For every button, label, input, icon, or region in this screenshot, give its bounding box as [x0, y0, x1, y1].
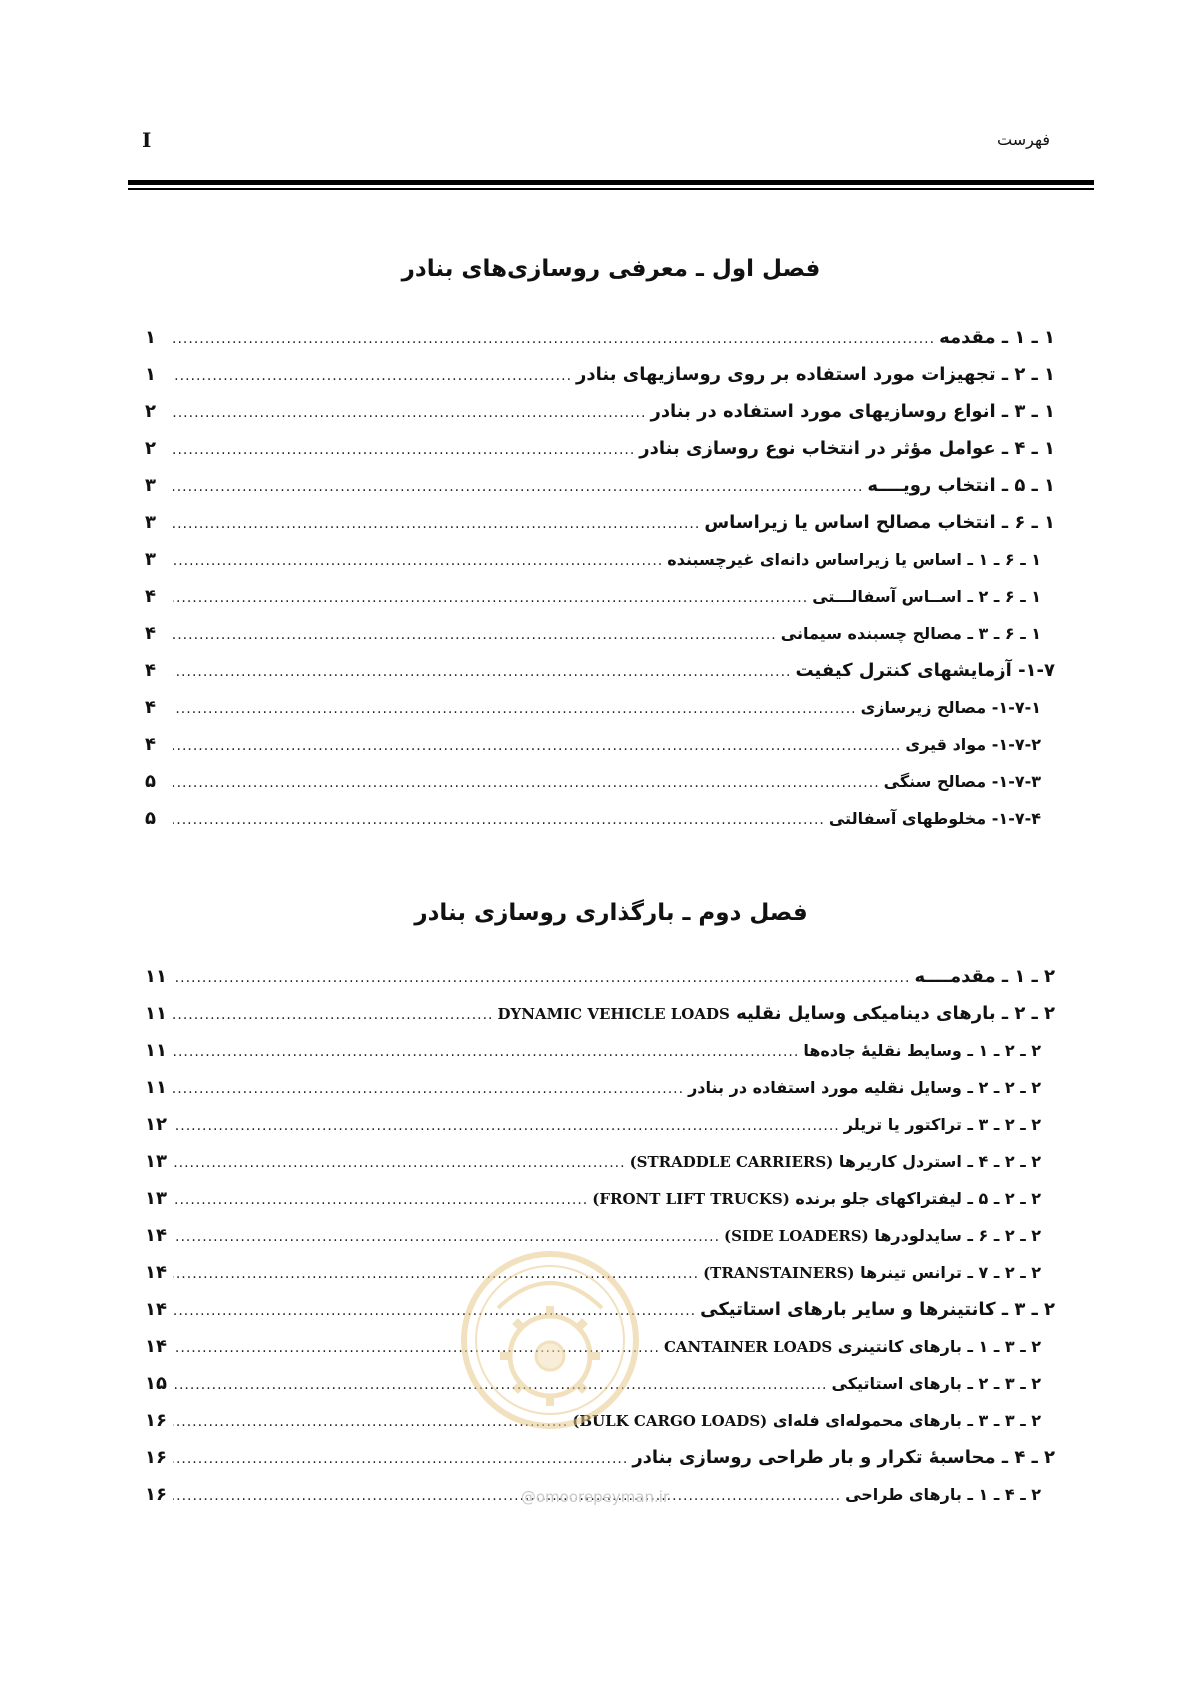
toc-entry-title	[572, 1411, 1055, 1430]
toc-entry[interactable]	[145, 1077, 1055, 1114]
toc-entry-english-term: (BULK CARGO LOADS)	[572, 1412, 768, 1430]
toc-page-number: ۲	[145, 438, 156, 459]
toc-dot-leader	[173, 1229, 720, 1245]
toc-entry[interactable]	[145, 475, 1055, 512]
toc-entry-title	[812, 587, 1055, 606]
toc-dot-leader	[173, 368, 572, 384]
toc-entry-title-text: ۲ ـ ۳ ـ ۱ ـ بارهای کانتینری	[837, 1337, 1041, 1356]
toc-entry-title	[844, 1115, 1055, 1134]
toc-entry-title	[592, 1189, 1055, 1208]
toc-entry[interactable]	[145, 734, 1055, 771]
toc-entry-title-text: ۱-۷-۲- مواد قیری	[905, 735, 1041, 754]
toc-dot-leader	[173, 1044, 799, 1060]
toc-entry[interactable]	[145, 586, 1055, 623]
toc-page-number: ۳	[145, 549, 156, 570]
toc-entry[interactable]	[145, 438, 1055, 475]
toc-dot-leader	[173, 738, 901, 754]
toc-page-number: ۱۱	[145, 966, 167, 987]
toc-entry[interactable]	[145, 1114, 1055, 1151]
toc-entry-title	[803, 1041, 1055, 1060]
toc-entry-title-text: ۱ ـ ۵ ـ انتخاب رویــــه	[867, 475, 1055, 496]
watermark-url: @omoorepeyman.ir	[520, 1488, 670, 1506]
page-number: I	[142, 128, 152, 152]
toc-entry-title	[781, 624, 1055, 643]
toc-entry-title	[576, 364, 1055, 385]
toc-dot-leader	[173, 701, 857, 717]
toc-entry-title	[884, 772, 1055, 791]
toc-dot-leader	[173, 1155, 626, 1171]
toc-page-number: ۴	[145, 697, 156, 718]
toc-entry-title	[650, 401, 1055, 422]
toc-entry[interactable]	[145, 512, 1055, 549]
toc-page-number: ۴	[145, 586, 156, 607]
toc-page-number: ۱۶	[145, 1484, 167, 1505]
toc-entry-title-text: ۱ ـ ۲ ـ تجهیزات مورد استفاده بر روی روسازیهای بنادر	[576, 364, 1055, 385]
watermark-seal-icon	[458, 1248, 642, 1432]
toc-page-number: ۱	[145, 364, 156, 385]
toc-entry-title-text: ۲ ـ ۳ ـ کانتینرها و سایر بارهای استاتیکی	[700, 1299, 1055, 1320]
toc-entry-title-text: ۲ ـ ۲ ـ ۱ ـ وسایط نقلیهٔ جاده‌ها	[803, 1041, 1041, 1060]
toc-chapter-2	[145, 966, 1055, 1521]
toc-dot-leader	[173, 970, 910, 986]
toc-entry-title-text: ۱ ـ ۱ ـ مقدمه	[939, 327, 1055, 348]
toc-page-number: ۴	[145, 734, 156, 755]
toc-page-number: ۳	[145, 512, 156, 533]
toc-entry-title	[832, 1374, 1055, 1393]
toc-page-number: ۵	[145, 771, 156, 792]
toc-entry-title	[724, 1226, 1055, 1245]
toc-entry[interactable]	[145, 364, 1055, 401]
toc-entry-title	[498, 1003, 1056, 1024]
toc-entry[interactable]	[145, 1447, 1055, 1484]
toc-entry[interactable]	[145, 549, 1055, 586]
toc-entry-title	[829, 809, 1055, 828]
toc-page-number: ۱۴	[145, 1336, 167, 1357]
page-header	[128, 128, 1062, 158]
toc-dot-leader	[173, 553, 663, 569]
toc-entry-english-term: (FRONT LIFT TRUCKS)	[592, 1190, 790, 1208]
toc-page-number: ۱۳	[145, 1151, 167, 1172]
toc-entry-title-text: ۲ ـ ۲ ـ ۷ ـ ترانس تینرها	[860, 1263, 1041, 1282]
toc-dot-leader	[173, 1192, 588, 1208]
toc-entry-title	[914, 966, 1055, 987]
toc-page-number: ۱	[145, 327, 156, 348]
toc-entry[interactable]	[145, 327, 1055, 364]
toc-entry-title	[704, 512, 1055, 533]
toc-entry-title	[867, 475, 1055, 496]
toc-entry-title-text: ۲ ـ ۲ ـ ۳ ـ تراکتور یا تریلر	[843, 1115, 1041, 1134]
toc-entry[interactable]	[145, 401, 1055, 438]
toc-entry-english-term: DYNAMIC VEHICLE LOADS	[497, 1005, 730, 1023]
toc-entry-title-text: ۲ ـ ۲ ـ ۲ ـ وسایل نقلیه مورد استفاده در بنادر	[688, 1078, 1041, 1097]
toc-entry-title	[939, 327, 1055, 348]
toc-dot-leader	[173, 1007, 494, 1023]
toc-entry[interactable]	[145, 660, 1055, 697]
toc-dot-leader	[173, 479, 863, 495]
toc-page-number: ۱۱	[145, 1040, 167, 1061]
toc-chapter-1	[145, 327, 1055, 845]
toc-entry-title	[639, 438, 1055, 459]
toc-page-number: ۱۵	[145, 1373, 167, 1394]
running-title: فهرست	[997, 130, 1050, 149]
toc-entry[interactable]	[145, 771, 1055, 808]
toc-entry-title	[664, 1337, 1055, 1356]
toc-entry-title	[688, 1078, 1055, 1097]
toc-entry-title	[632, 1447, 1055, 1468]
toc-dot-leader	[173, 812, 825, 828]
toc-dot-leader	[173, 516, 700, 532]
toc-entry-title-text: ۲ ـ ۲ ـ ۶ ـ سایدلودرها	[874, 1226, 1041, 1245]
toc-entry-title	[905, 735, 1055, 754]
toc-entry-title-text: ۱ ـ ۶ ـ ۳ ـ مصالح چسبنده سیمانی	[780, 624, 1041, 643]
toc-entry-title-text: ۲ ـ ۲ ـ بارهای دینامیکی وسایل نقلیه	[736, 1003, 1055, 1024]
header-rule-thin	[128, 188, 1094, 190]
toc-entry-title-text: ۲ ـ ۳ ـ ۳ ـ بارهای محموله‌ای فله‌ای	[772, 1411, 1041, 1430]
chapter-2-title: فصل دوم ـ بارگذاری روسازی بنادر	[414, 900, 808, 926]
toc-entry-title-text: ۱ ـ ۶ ـ انتخاب مصالح اساس یا زیراساس	[704, 512, 1055, 533]
toc-entry-title-text: ۲ ـ ۲ ـ ۵ ـ لیفتراکهای جلو برنده	[795, 1189, 1041, 1208]
chapter-1-title: فصل اول ـ معرفی روسازی‌های بنادر	[401, 256, 821, 282]
toc-entry-title-text: ۲ ـ ۴ ـ محاسبهٔ تکرار و بار طراحی روسازی بنادر	[632, 1447, 1055, 1468]
toc-entry-title-text: ۱-۷-۱- مصالح زیرسازی	[860, 698, 1041, 717]
toc-page-number: ۱۴	[145, 1299, 167, 1320]
toc-entry-english-term: CANTAINER LOADS	[663, 1338, 833, 1356]
toc-dot-leader	[173, 405, 646, 421]
toc-entry-title-text: ۲ ـ ۱ ـ مقدمــــه	[914, 966, 1055, 987]
toc-entry-title-text: ۱ ـ ۴ ـ عوامل مؤثر در انتخاب نوع روسازی بنادر	[639, 438, 1055, 459]
toc-entry-title-text: ۱-۷- آزمایشهای کنترل کیفیت	[795, 660, 1055, 681]
toc-dot-leader	[173, 664, 791, 680]
toc-dot-leader	[173, 627, 777, 643]
toc-dot-leader	[173, 1118, 840, 1134]
toc-entry-title	[700, 1299, 1055, 1320]
toc-page-number: ۱۶	[145, 1410, 167, 1431]
toc-entry[interactable]	[145, 697, 1055, 734]
toc-page-number: ۱۴	[145, 1262, 167, 1283]
toc-page-number: ۱۱	[145, 1003, 167, 1024]
toc-entry[interactable]	[145, 1151, 1055, 1188]
toc-dot-leader	[173, 1081, 684, 1097]
toc-dot-leader	[173, 442, 635, 458]
toc-dot-leader	[173, 590, 808, 606]
toc-entry[interactable]	[145, 966, 1055, 1003]
toc-entry-title	[795, 660, 1055, 681]
toc-page-number: ۳	[145, 475, 156, 496]
toc-dot-leader	[173, 1451, 628, 1467]
toc-entry-title-text: ۲ ـ ۲ ـ ۴ ـ استردل کاریرها	[838, 1152, 1041, 1171]
toc-page-number: ۵	[145, 808, 156, 829]
header-rule-thick	[128, 180, 1094, 185]
toc-page-number: ۱۱	[145, 1077, 167, 1098]
toc-dot-leader	[173, 331, 935, 347]
toc-entry[interactable]	[145, 1188, 1055, 1225]
toc-page-number: ۱۲	[145, 1114, 167, 1135]
toc-entry-title	[861, 698, 1055, 717]
toc-page-number: ۴	[145, 623, 156, 644]
toc-page-number: ۱۳	[145, 1188, 167, 1209]
toc-page-number: ۱۶	[145, 1447, 167, 1468]
toc-page-number: ۲	[145, 401, 156, 422]
toc-entry-title-text: ۱-۷-۴- مخلوطهای آسفالتی	[828, 809, 1041, 828]
toc-entry-english-term: (TRANSTAINERS)	[703, 1264, 855, 1282]
toc-entry-title	[703, 1263, 1055, 1282]
toc-entry-title	[667, 550, 1055, 569]
toc-dot-leader	[173, 775, 880, 791]
toc-entry-english-term: (SIDE LOADERS)	[724, 1227, 869, 1245]
toc-page-number: ۱۴	[145, 1225, 167, 1246]
toc-entry[interactable]	[145, 1003, 1055, 1040]
toc-entry-title-text: ۱ ـ ۶ ـ ۲ ـ اســاس آسفالـــتی	[812, 587, 1041, 606]
toc-entry[interactable]	[145, 1040, 1055, 1077]
toc-entry-title-text: ۱-۷-۳- مصالح سنگی	[883, 772, 1041, 791]
toc-entry-title-text: ۱ ـ ۶ ـ ۱ ـ اساس یا زیراساس دانه‌ای غیرچسبنده	[667, 550, 1041, 569]
toc-page-number: ۴	[145, 660, 156, 681]
toc-entry[interactable]	[145, 623, 1055, 660]
toc-entry-english-term: (STRADDLE CARRIERS)	[629, 1153, 834, 1171]
toc-entry-title-text: ۲ ـ ۴ ـ ۱ ـ بارهای طراحی	[845, 1485, 1041, 1504]
toc-entry-title-text: ۲ ـ ۳ ـ ۲ ـ بارهای استاتیکی	[831, 1374, 1041, 1393]
toc-entry-title-text: ۱ ـ ۳ ـ انواع روسازیهای مورد استفاده در بنادر	[650, 401, 1055, 422]
toc-entry-title	[630, 1152, 1055, 1171]
toc-entry[interactable]	[145, 808, 1055, 845]
